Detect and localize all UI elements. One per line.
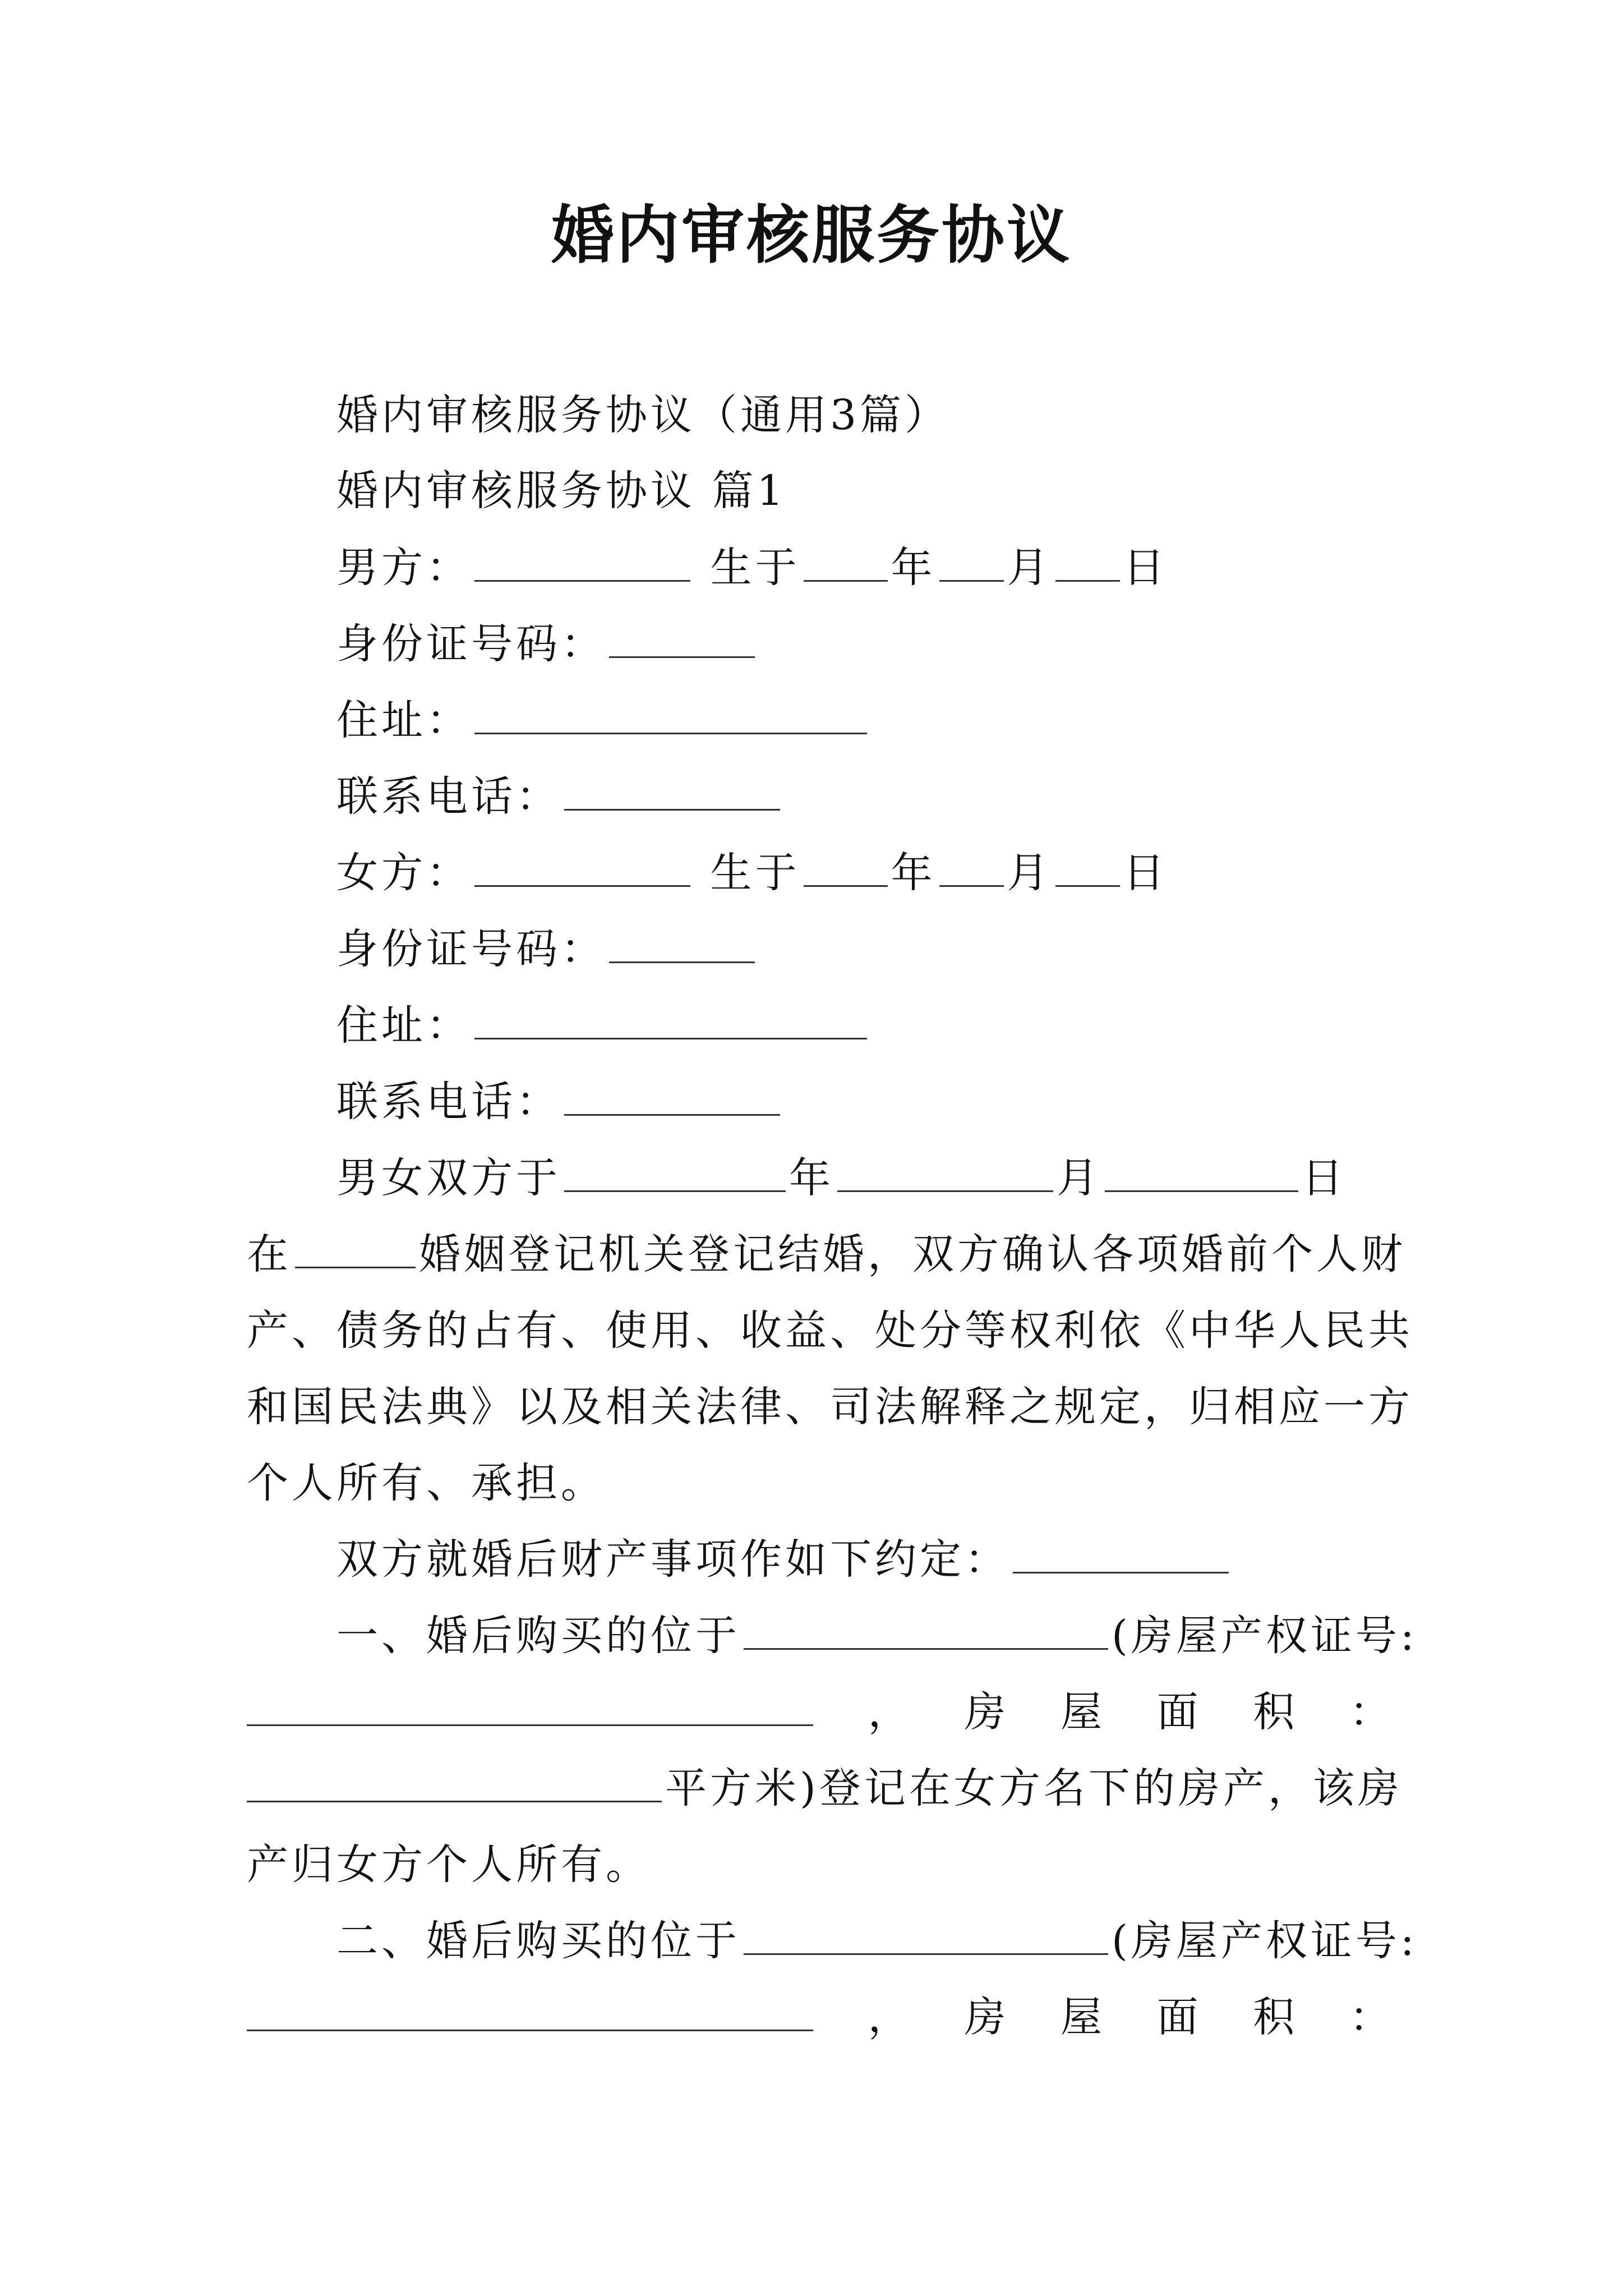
woman-id-blank[interactable] — [609, 927, 755, 963]
registration-prefix: 在 — [247, 1230, 292, 1278]
item1-unit-text: 平方米)登记在女方名下的房产，该房 — [665, 1764, 1403, 1812]
man-birth-day-blank[interactable] — [1055, 545, 1120, 582]
day-label: 日 — [1302, 1154, 1347, 1202]
man-address-label: 住址： — [336, 696, 471, 744]
area-char: 面 — [1156, 1993, 1198, 2041]
registration-text: 婚姻登记机关登记结婚，双方确认各项婚前个人财 — [419, 1230, 1406, 1278]
item1-end: 产归女方个人所有。 — [247, 1841, 651, 1889]
woman-birth-year-blank[interactable] — [804, 850, 888, 887]
subtitle: 婚内审核服务协议（通用3篇） — [336, 391, 950, 439]
item1-cert-label: (房屋产权证号: — [1112, 1612, 1418, 1660]
woman-phone-label: 联系电话： — [336, 1078, 561, 1126]
man-address-blank[interactable] — [474, 698, 867, 734]
woman-birth-month-blank[interactable] — [939, 850, 1004, 887]
woman-name-blank[interactable] — [474, 850, 690, 887]
man-line — [336, 540, 1168, 596]
item1-area-line — [247, 1684, 1391, 1740]
man-phone-line — [336, 769, 783, 825]
area-char: 屋 — [1060, 1993, 1102, 2041]
item2-prefix: 二、婚后购买的位于 — [336, 1917, 740, 1965]
item1-line — [336, 1608, 1418, 1664]
part-heading: 婚内审核服务协议 篇1 — [336, 467, 787, 515]
marriage-year-blank[interactable] — [564, 1156, 786, 1192]
item2-location-blank[interactable] — [744, 1918, 1108, 1955]
woman-phone-blank[interactable] — [564, 1079, 780, 1116]
area-char: 积 — [1253, 1993, 1295, 2041]
man-phone-label: 联系电话： — [336, 772, 561, 821]
month-label: 月 — [1007, 544, 1052, 592]
man-address-line — [336, 692, 870, 748]
document-title: 婚内审核服务协议 — [551, 199, 1072, 272]
area-char: 屋 — [1060, 1688, 1102, 1736]
item1-location-blank[interactable] — [744, 1613, 1108, 1650]
area-char: 面 — [1156, 1688, 1198, 1736]
woman-label: 女方： — [336, 849, 471, 897]
woman-id-line — [336, 921, 758, 977]
man-birth-year-blank[interactable] — [804, 545, 888, 582]
agreement-blank[interactable] — [1013, 1537, 1229, 1573]
year-label: 年 — [789, 1154, 834, 1202]
year-label: 年 — [891, 849, 936, 897]
area-char: ： — [1349, 1688, 1391, 1736]
marriage-date-prefix: 男女双方于 — [336, 1154, 561, 1202]
agreement-intro-line — [336, 1531, 1232, 1588]
registry-office-blank[interactable] — [295, 1232, 416, 1268]
area-char: 房 — [964, 1688, 1006, 1736]
woman-id-label: 身份证号码： — [336, 925, 606, 973]
comma: ， — [868, 1688, 910, 1736]
marriage-date-line — [336, 1150, 1347, 1206]
man-phone-blank[interactable] — [564, 774, 780, 811]
area-char: 积 — [1253, 1688, 1295, 1736]
item2-cert-blank[interactable] — [247, 1995, 813, 2031]
man-birth-month-blank[interactable] — [939, 545, 1004, 582]
item1-prefix: 一、婚后购买的位于 — [336, 1612, 740, 1660]
woman-line — [336, 845, 1168, 901]
item2-cert-label: (房屋产权证号: — [1112, 1917, 1418, 1965]
woman-born-label: 生于 — [710, 849, 800, 897]
paragraph-line: 产、债务的占有、使用、收益、处分等权利依《中华人民共 — [247, 1306, 1413, 1355]
item1-unit-line — [247, 1760, 1403, 1816]
day-label: 日 — [1123, 544, 1168, 592]
month-label: 月 — [1007, 849, 1052, 897]
man-name-blank[interactable] — [474, 545, 690, 582]
day-label: 日 — [1123, 849, 1168, 897]
item1-area-blank[interactable] — [247, 1766, 662, 1802]
man-id-line — [336, 616, 758, 672]
marriage-month-blank[interactable] — [837, 1156, 1053, 1192]
man-label: 男方： — [336, 544, 471, 592]
registration-line — [247, 1226, 1406, 1282]
man-id-label: 身份证号码： — [336, 620, 606, 668]
man-born-label: 生于 — [710, 544, 800, 592]
item1-cert-blank[interactable] — [247, 1690, 813, 1726]
woman-address-label: 住址： — [336, 1001, 471, 1050]
item2-area-line — [247, 1989, 1391, 2045]
marriage-day-blank[interactable] — [1105, 1156, 1298, 1192]
woman-birth-day-blank[interactable] — [1055, 850, 1120, 887]
woman-phone-line — [336, 1074, 783, 1130]
paragraph-line: 个人所有、承担。 — [247, 1459, 606, 1507]
area-char: 房 — [964, 1993, 1006, 2041]
paragraph-line: 和国民法典》以及相关法律、司法解释之规定，归相应一方 — [247, 1383, 1413, 1431]
comma: ， — [868, 1993, 910, 2041]
item2-line — [336, 1913, 1418, 1969]
agreement-intro: 双方就婚后财产事项作如下约定： — [336, 1535, 1009, 1584]
woman-address-line — [336, 997, 870, 1053]
woman-address-blank[interactable] — [474, 1003, 867, 1039]
area-char: ： — [1349, 1993, 1391, 2041]
year-label: 年 — [891, 544, 936, 592]
man-id-blank[interactable] — [609, 622, 755, 658]
month-label: 月 — [1057, 1154, 1101, 1202]
